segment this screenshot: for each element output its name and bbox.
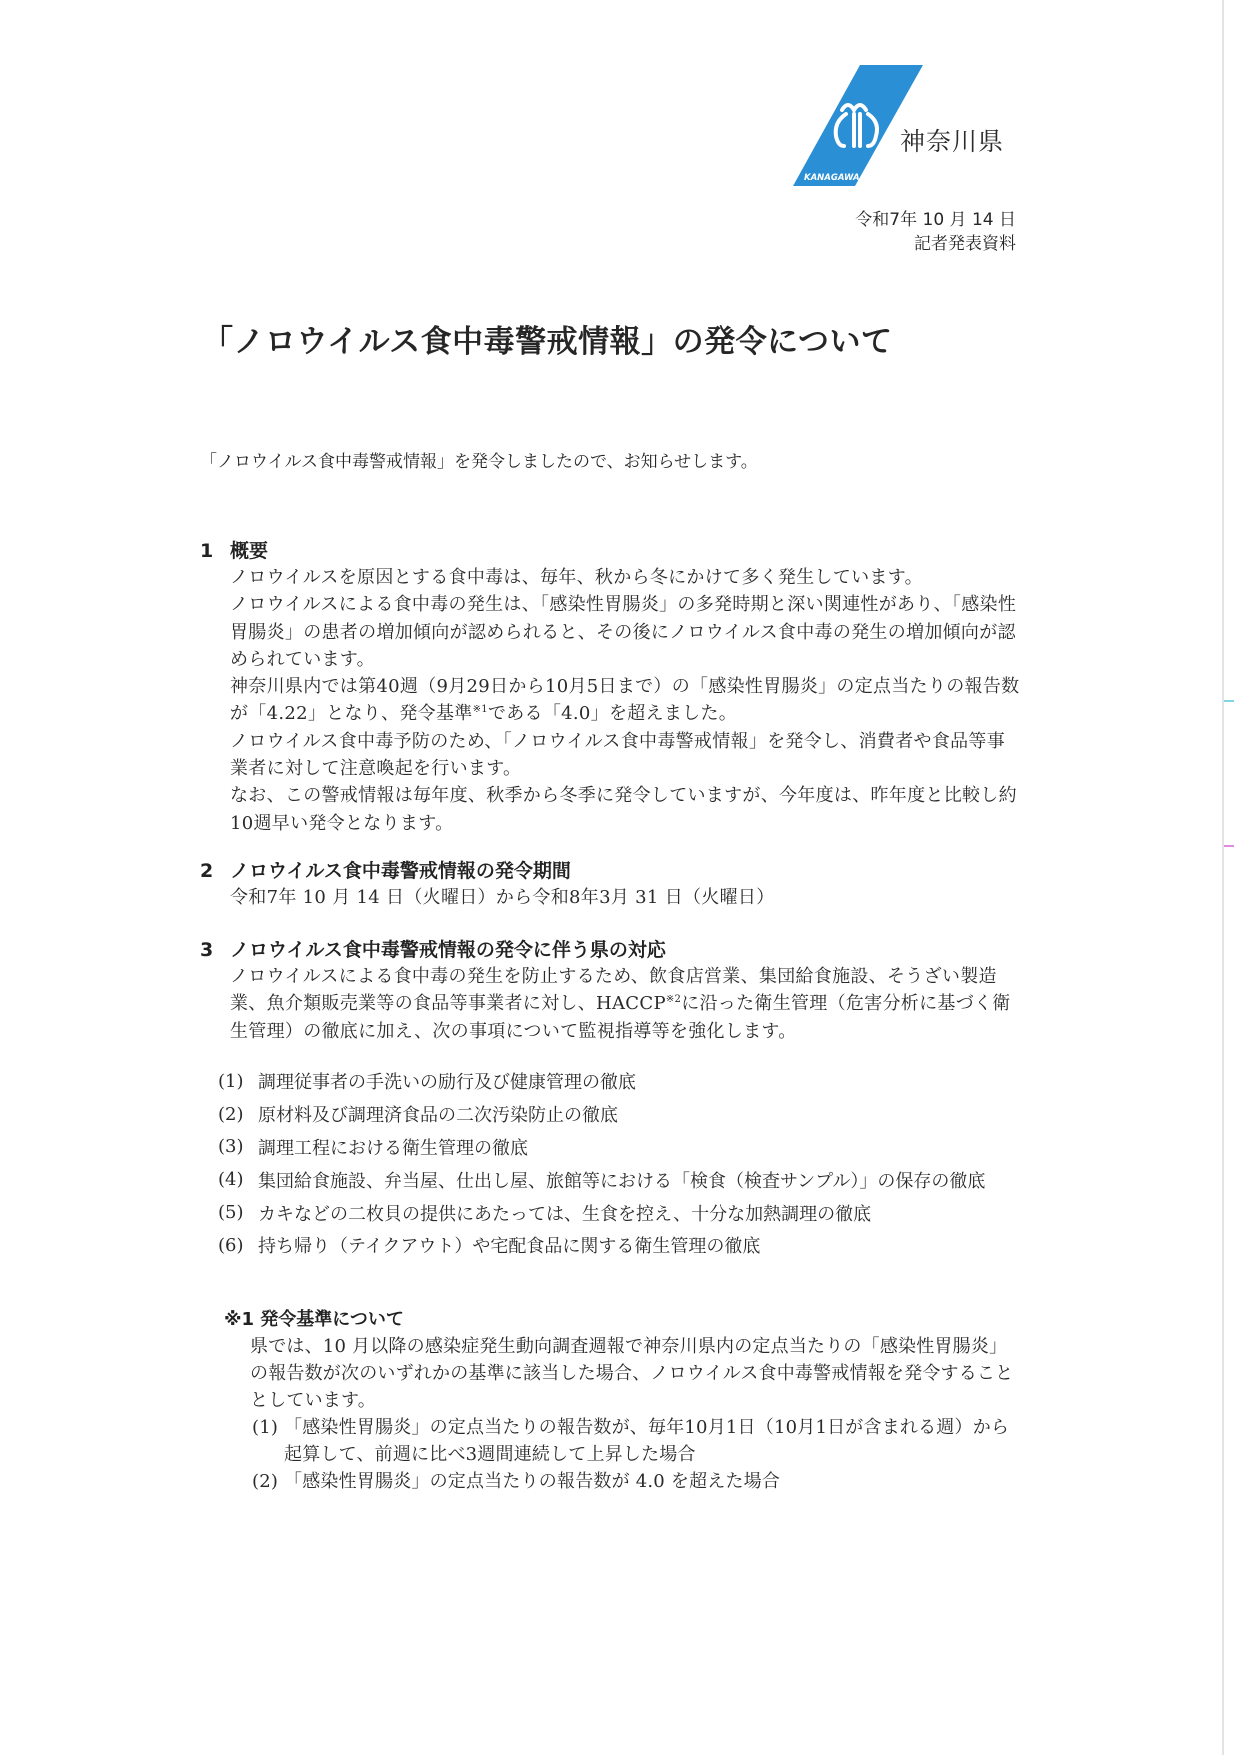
release-date: 令和7年 10 月 14 日 — [855, 210, 1016, 230]
section-overview — [200, 538, 1030, 837]
paragraph: ノロウイルス食中毒予防のため、「ノロウイルス食中毒警戒情報」を発令し、消費者や食品等事業者に対して注意喚起を行います。 — [230, 730, 1006, 780]
scan-mark-magenta — [1224, 845, 1234, 847]
footnote-ref: ※1 — [472, 704, 488, 716]
section-body — [230, 884, 1022, 911]
criteria-list — [250, 1414, 1024, 1495]
list-item: (5) カキなどの二枚貝の提供にあたっては、生食を控え、十分な加熱調理の徹底 — [218, 1202, 872, 1225]
list-item: (1) 調理従事者の手洗いの励行及び健康管理の徹底 — [218, 1070, 636, 1094]
prefecture-name: 神奈川県 — [900, 127, 1005, 156]
document-type: 記者発表資料 — [914, 234, 1016, 254]
list-item: (6) 持ち帰り（テイクアウト）や宅配食品に関する衛生管理の徹底 — [218, 1234, 761, 1258]
section-number: 2 — [200, 860, 214, 882]
footnote-criteria — [224, 1307, 1024, 1495]
list-item: (2) 原材料及び調理済食品の二次汚染防止の徹底 — [218, 1103, 618, 1127]
scan-mark-cyan — [1224, 700, 1234, 702]
footnote-ref: ※2 — [665, 994, 682, 1006]
paragraph: なお、この警戒情報は毎年度、秋季から冬季に発令していますが、今年度は、昨年度と比較し約10週早い発令となります。 — [230, 785, 1017, 834]
list-item: (2) 「感染性胃腸炎」の定点当たりの報告数が 4.0 を超えた場合 — [252, 1471, 781, 1492]
list-item: (4) 集団給食施設、弁当屋、仕出し屋、旅館等における「検食（検査サンプル）」の保存の徹底 — [218, 1169, 986, 1192]
period-text: 令和7年 10 月 14 日（火曜日）から令和8年3月 31 日（火曜日） — [230, 887, 775, 908]
section-response — [200, 937, 1030, 1045]
section-title: 概要 — [230, 540, 269, 562]
measures-list — [218, 1065, 1038, 1262]
date-block — [855, 208, 1016, 256]
footnote-paragraph: 県では、10 月以降の感染症発生動向調査週報で神奈川県内の定点当たりの「感染性胃腸炎」の報告数が次のいずれかの基準に該当した場合、ノロウイルス食中毒警戒情報を発令することとしています。 — [250, 1336, 1014, 1411]
section-heading — [200, 858, 1030, 884]
intro-text: 「ノロウイルス食中毒警戒情報」を発令しましたので、お知らせします。 — [200, 452, 758, 472]
section-title: ノロウイルス食中毒警戒情報の発令に伴う県の対応 — [230, 939, 666, 961]
svg-text:KANAGAWA: KANAGAWA — [804, 173, 860, 183]
section-period — [200, 858, 1030, 911]
section-number: 3 — [200, 939, 214, 961]
footnote-body — [250, 1333, 1024, 1495]
paragraph: ノロウイルスによる食中毒の発生を防止するため、飲食店営業、集団給食施設、そうざい製造業、魚介類販売業等の食品等事業者に対し、HACCP$^{※2}$に沿った衛生管理（危害分析に基づく衛生管理）の徹底に加え、次の事項について監視指導等を強化します。 — [230, 966, 1011, 1042]
section-heading — [200, 937, 1030, 963]
page-title: 「ノロウイルス食中毒警戒情報」の発令について — [202, 324, 893, 360]
paragraph: 神奈川県内では第40週（9月29日から10月5日まで）の「感染性胃腸炎」の定点当たりの報告数が「4.22」となり、発令基準$^{※1}$である「4.0」を超えました。 — [230, 676, 1020, 725]
footnote-heading: ※1 発令基準について — [224, 1309, 404, 1330]
list-item: (3) 調理工程における衛生管理の徹底 — [218, 1136, 528, 1159]
paragraph: ノロウイルスを原因とする食中毒は、毎年、秋から冬にかけて多く発生しています。 — [230, 567, 923, 588]
section-body — [230, 963, 1022, 1045]
scan-edge-line — [1222, 0, 1224, 1755]
section-title: ノロウイルス食中毒警戒情報の発令期間 — [230, 860, 571, 882]
section-body — [230, 564, 1022, 837]
section-number: 1 — [200, 540, 214, 562]
section-heading — [200, 538, 1030, 564]
list-item: (1) 「感染性胃腸炎」の定点当たりの報告数が、毎年10月1日（10月1日が含まれる週）から起算して、前週に比べ3週間連続して上昇した場合 — [252, 1417, 1010, 1465]
paragraph: ノロウイルスによる食中毒の発生は、「感染性胃腸炎」の多発時期と深い関連性があり、「感染性胃腸炎」の患者の増加傾向が認められると、その後にノロウイルス食中毒の発生の増加傾向が認められています。 — [230, 594, 1017, 670]
